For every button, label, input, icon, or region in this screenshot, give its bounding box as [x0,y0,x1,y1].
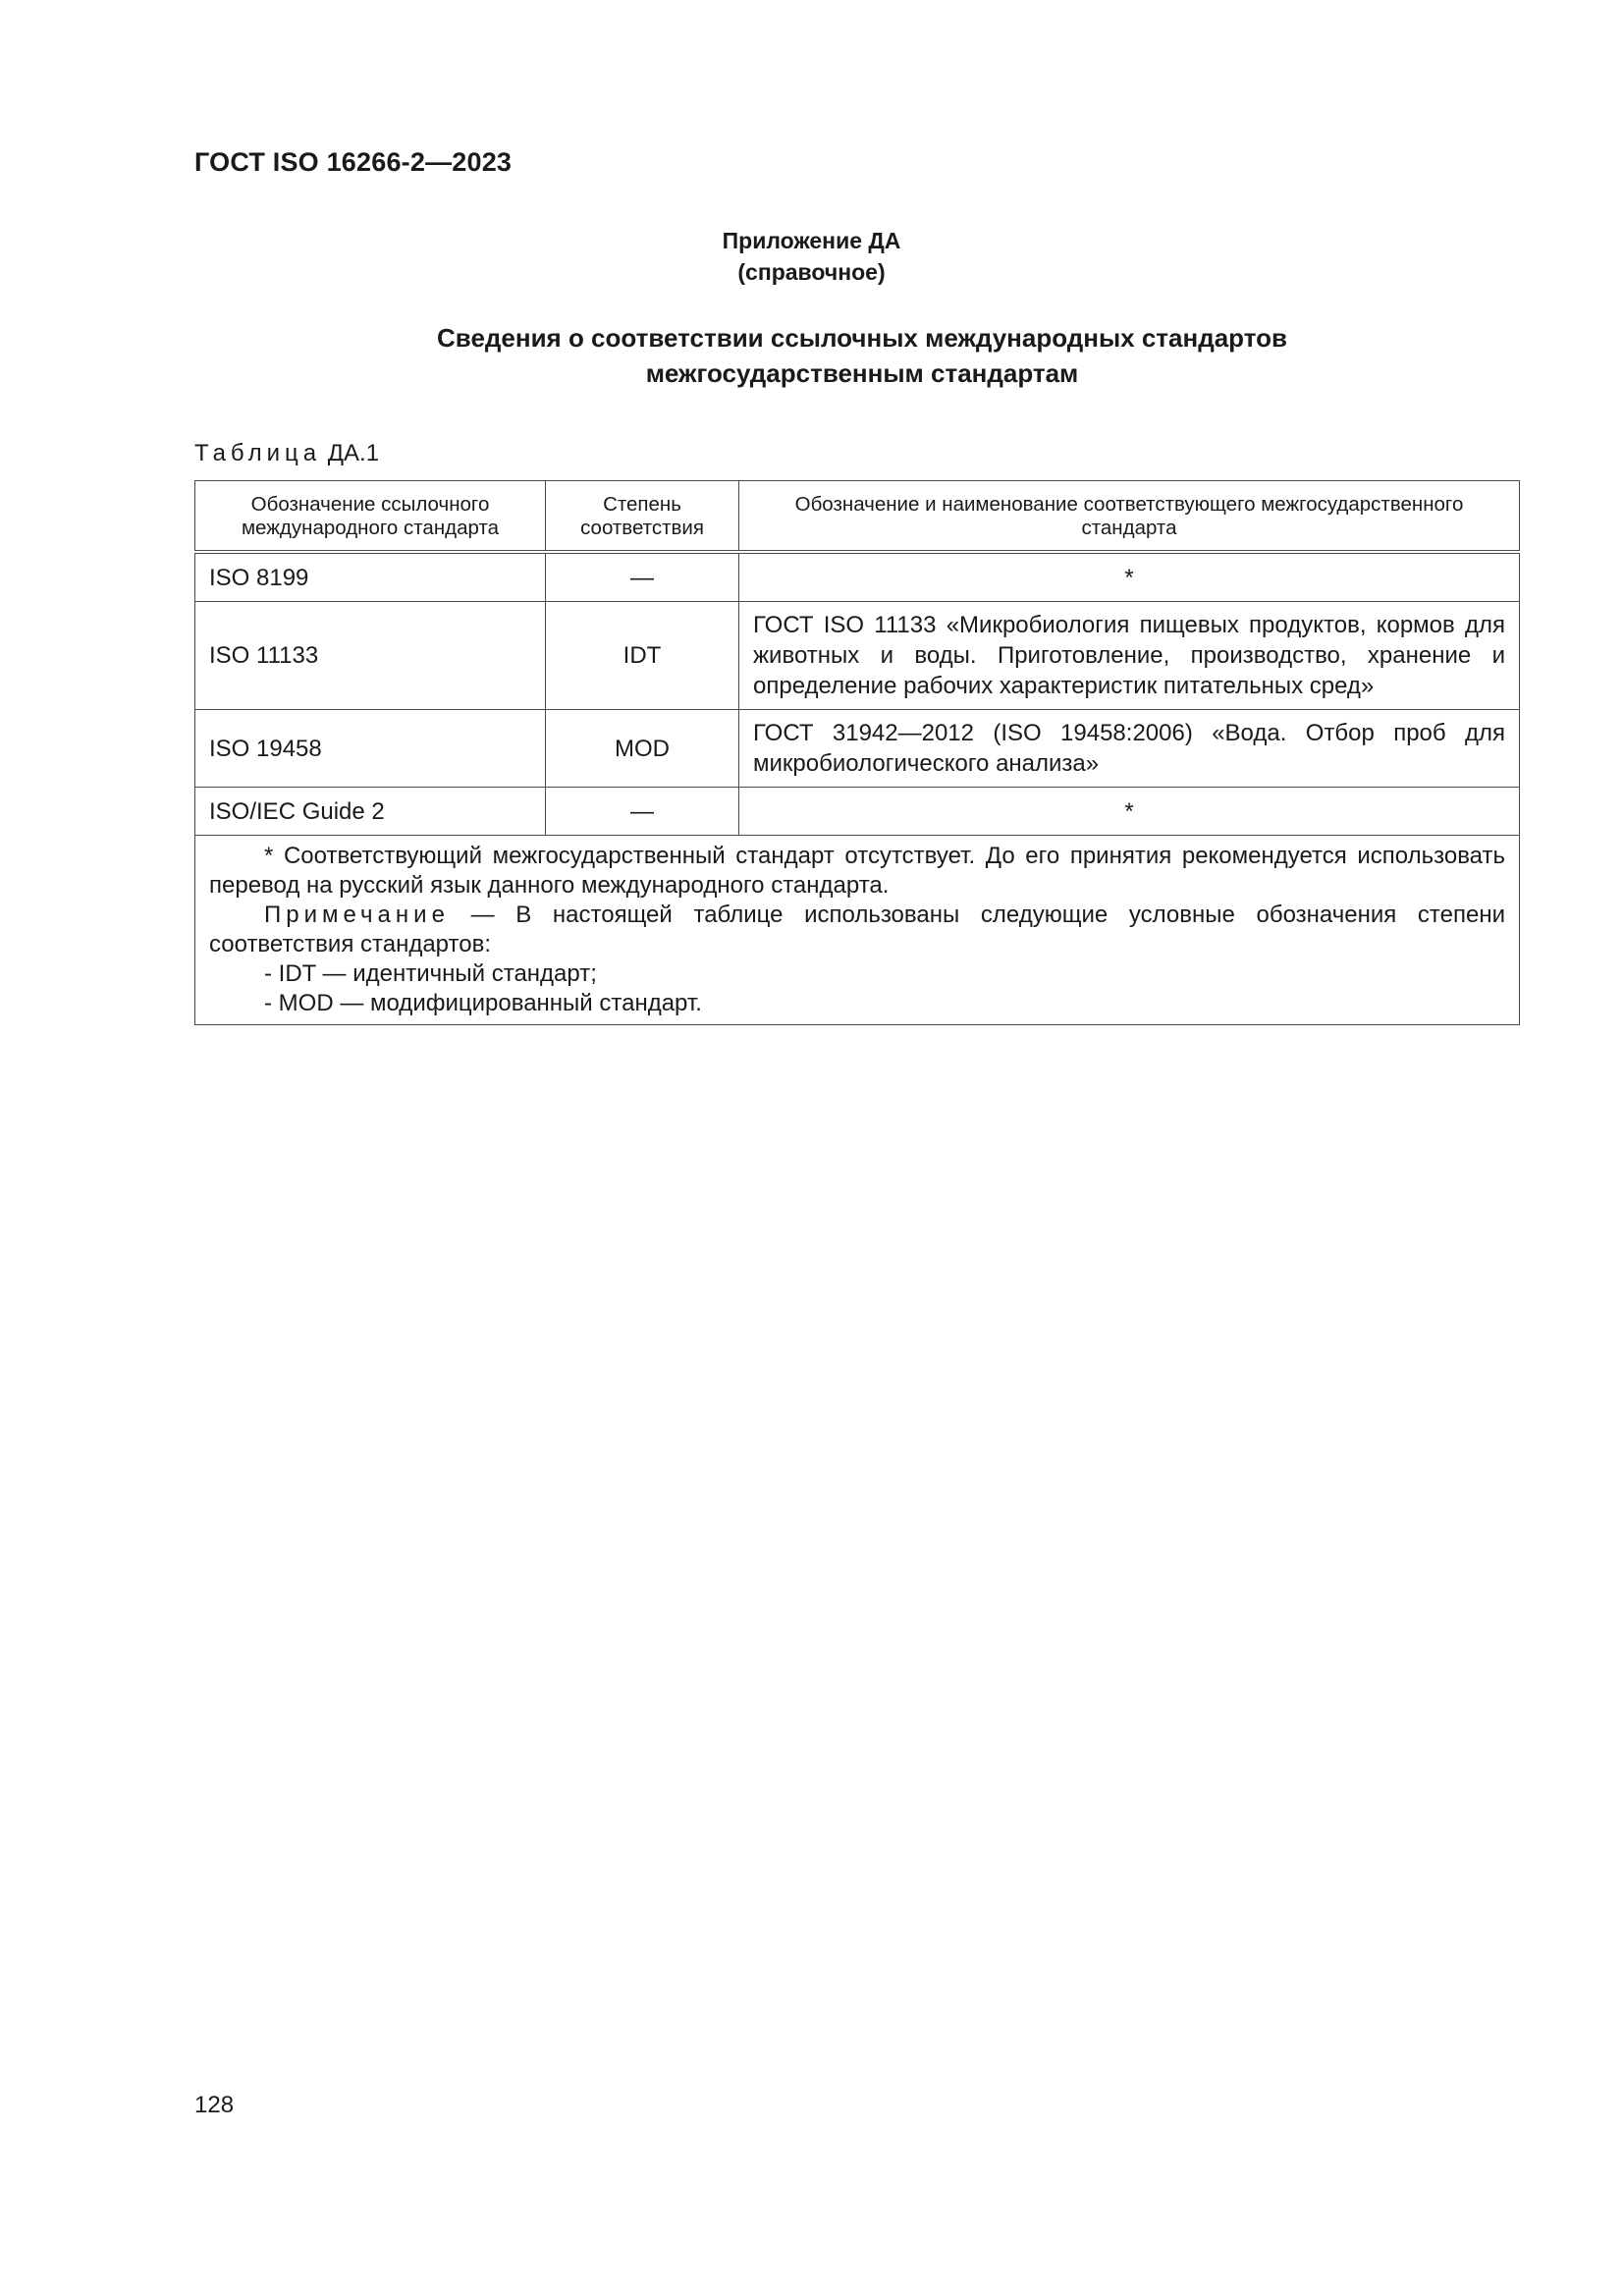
table-footnote: * Соответствующий межгосударственный стандарт отсутствует. До его принятия рекомендуется использовать перевод на русский язык данного международного стандарта. [209,843,1505,899]
reference-cell: ISO/IEC Guide 2 [195,788,546,836]
table-caption-word: Таблица [194,440,322,466]
annex-kind: (справочное) [737,259,886,285]
table-row [195,602,1520,710]
table-row [195,710,1520,788]
table-notes-cell [195,836,1520,1025]
annex-title: Приложение ДА [722,228,901,253]
reference-cell: ISO 11133 [195,602,546,710]
column-header-gost: Обозначение и наименование соответствующего межгосударственного стандарта [739,481,1520,553]
degree-cell: IDT [546,602,739,710]
table-row [195,552,1520,602]
legend-item-idt: - IDT — идентичный стандарт; [264,960,597,987]
column-header-reference: Обозначение ссылочного международного стандарта [195,481,546,553]
table-header-row [195,481,1520,553]
degree-cell: — [546,788,739,836]
degree-cell: MOD [546,710,739,788]
gost-cell: ГОСТ ISO 11133 «Микробиология пищевых продуктов, кормов для животных и воды. Приготовление, производство, хранение и определение рабочих характеристик питательных сред» [739,602,1520,710]
table-row [195,788,1520,836]
column-header-degree: Степень соответствия [546,481,739,553]
degree-cell: — [546,552,739,602]
table-caption [194,440,379,467]
reference-cell: ISO 8199 [195,552,546,602]
page-number: 128 [194,2092,235,2118]
table-caption-number: ДА.1 [327,440,380,466]
section-heading-line-2: межгосударственным стандартам [645,358,1079,388]
note-label: Примечание [264,902,450,928]
note-text: — В настоящей таблице использованы следующие условные обозначения степени соответствия стандартов: [209,902,1505,957]
document-code: ГОСТ ISO 16266-2—2023 [194,147,513,177]
gost-cell: * [739,552,1520,602]
table-note [209,901,1505,959]
legend-item-mod: - MOD — модифицированный стандарт. [264,990,702,1016]
gost-cell: * [739,788,1520,836]
section-heading-line-1: Сведения о соответствии ссылочных международных стандартов [437,323,1287,353]
reference-cell: ISO 19458 [195,710,546,788]
gost-cell: ГОСТ 31942—2012 (ISO 19458:2006) «Вода. Отбор проб для микробиологического анализа» [739,710,1520,788]
correspondence-table [194,480,1520,1025]
table-notes-row [195,836,1520,1025]
